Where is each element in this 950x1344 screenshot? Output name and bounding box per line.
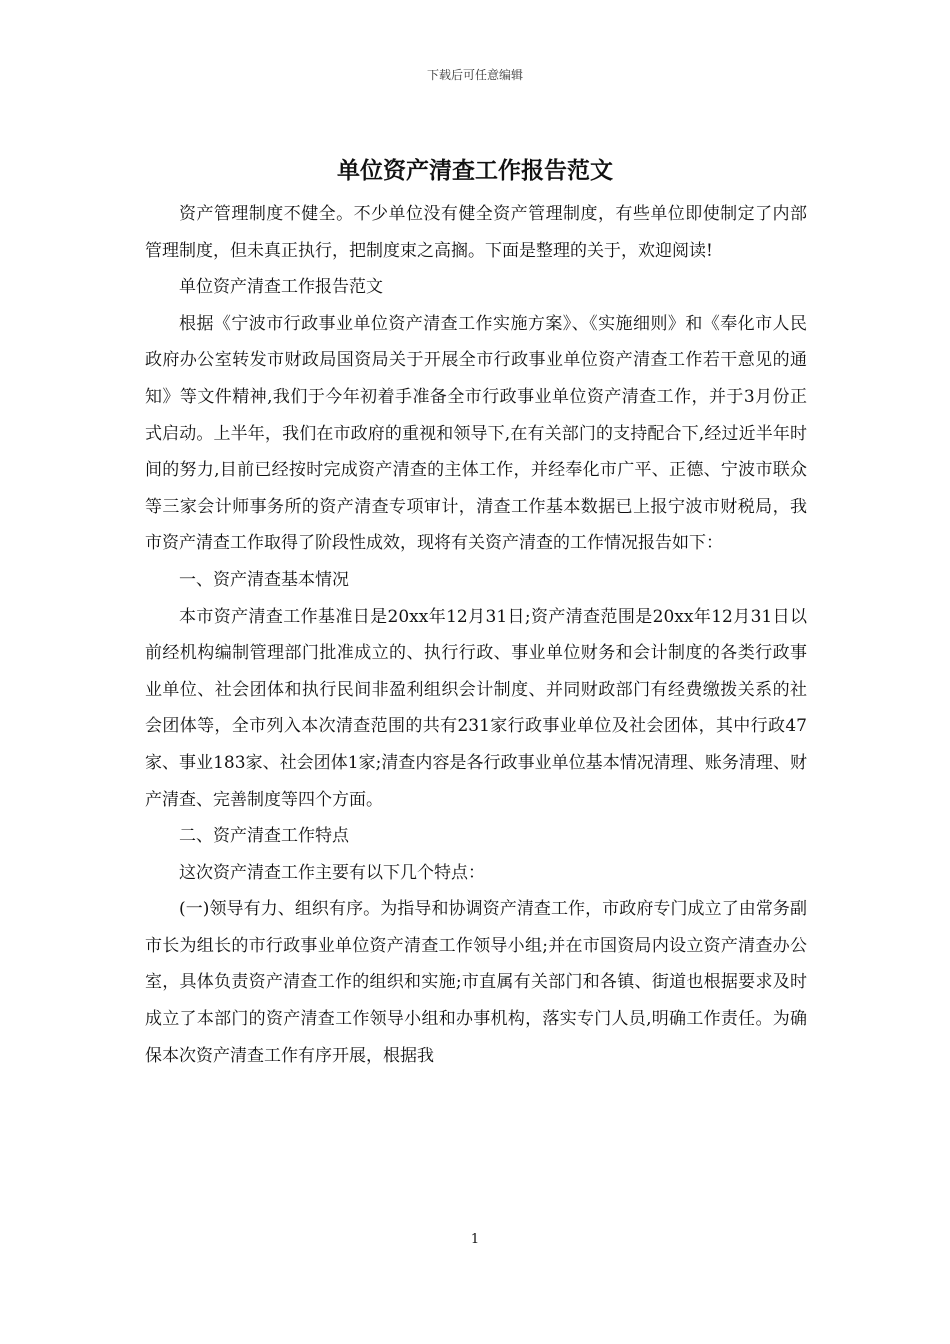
header-note: 下载后可任意编辑 [426, 68, 523, 82]
section-heading-1: 一、资产清查基本情况 [179, 569, 349, 590]
paragraph-basic-info: 本市资产清查工作基准日是20xx年12月31日;资产清查范围是20xx年12月31日以前经机构编制管理部门批准成立的、执行行政、事业单位财务和会计制度的各类行政事业单位、社会团体和执行民间非盈利组织会计制度、并同财政部门有经费缴拨关系的社会团体等，全市列入本次清查范围的共有231家行政事业单位及社会团体，其中行政47家、事业183家、社会团体1家;清查内容是各行政事业单位基本情况清理、账务清理、财产清查、完善制度等四个方面。 [145, 606, 807, 810]
document-body [145, 196, 807, 1074]
document-title: 单位资产清查工作报告范文 [337, 158, 613, 184]
paragraph-background: 根据《宁波市行政事业单位资产清查工作实施方案》、《实施细则》和《奉化市人民政府办公室转发市财政局国资局关于开展全市行政事业单位资产清查工作若干意见的通知》等文件精神,我们于今年初着手准备全市行政事业单位资产清查工作，并于3月份正式启动。上半年，我们在市政府的重视和领导下,在有关部门的支持配合下,经过近半年时间的努力,目前已经按时完成资产清查的主体工作，并经奉化市广平、正德、宁波市联众等三家会计师事务所的资产清查专项审计，清查工作基本数据已上报宁波市财税局，我市资产清查工作取得了阶段性成效，现将有关资产清查的工作情况报告如下： [145, 313, 807, 554]
paragraph-subtitle: 单位资产清查工作报告范文 [179, 277, 383, 298]
paragraph-features-intro: 这次资产清查工作主要有以下几个特点： [179, 862, 485, 883]
page-number: 1 [470, 1232, 480, 1247]
paragraph-feature-1: (一)领导有力、组织有序。为指导和协调资产清查工作，市政府专门成立了由常务副市长为组长的市行政事业单位资产清查工作领导小组;并在市国资局内设立资产清查办公室，具体负责资产清查工作的组织和实施;市直属有关部门和各镇、街道也根据要求及时成立了本部门的资产清查工作领导小组和办事机构，落实专门人员,明确工作责任。为确保本次资产清查工作有序开展，根据我 [145, 899, 807, 1066]
section-heading-2: 二、资产清查工作特点 [179, 826, 349, 847]
paragraph-intro: 资产管理制度不健全。不少单位没有健全资产管理制度，有些单位即使制定了内部管理制度，但未真正执行，把制度束之高搁。下面是整理的关于，欢迎阅读! [145, 204, 807, 261]
